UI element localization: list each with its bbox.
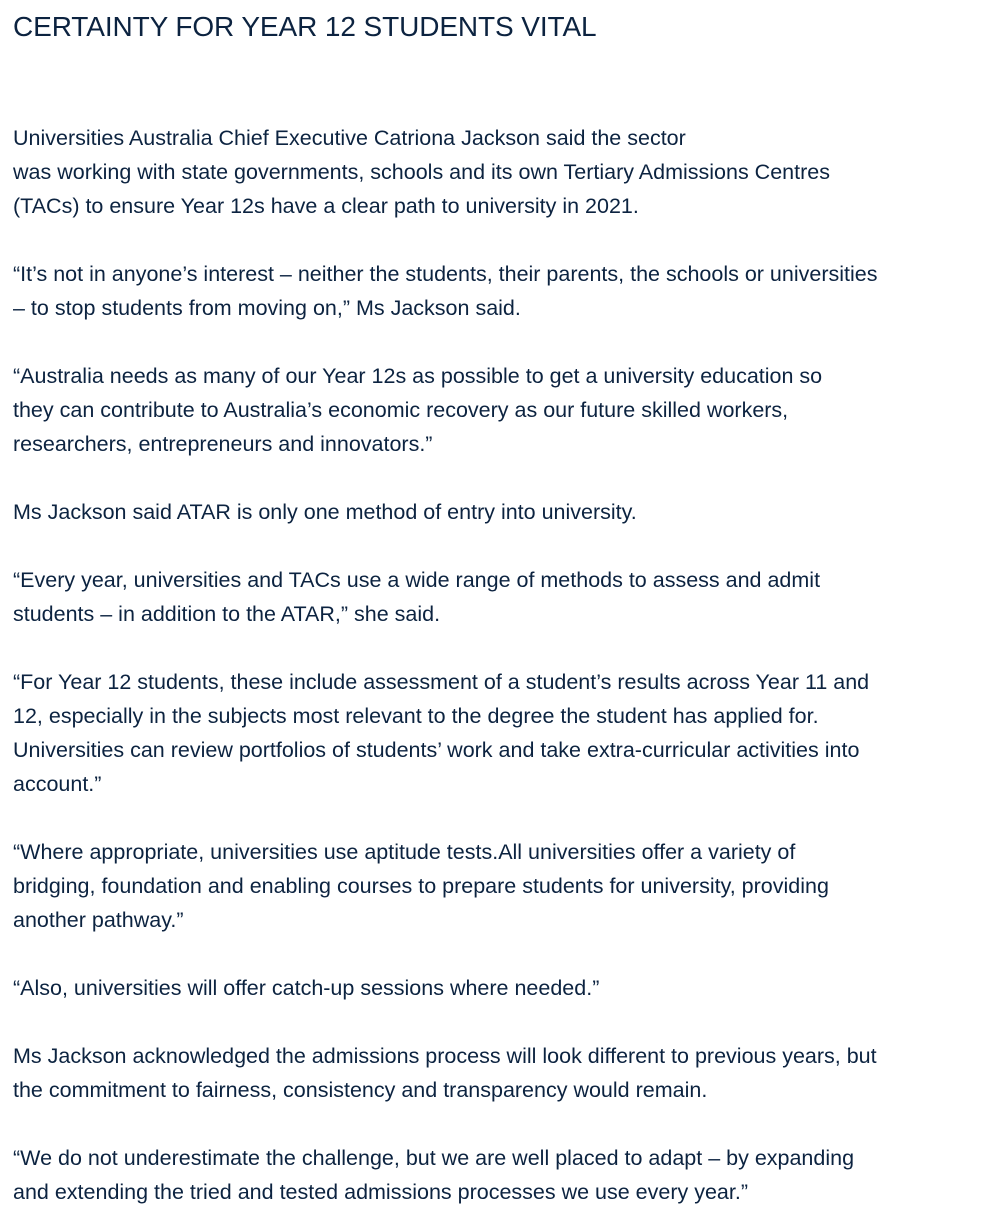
- paragraph-line: they can contribute to Australia’s economic recovery as our future skilled workers,: [13, 398, 789, 422]
- paragraph-line: “Where appropriate, universities use aptitude tests.All universities offer a variety of: [13, 840, 796, 864]
- paragraph-line: Universities can review portfolios of students’ work and take extra-curricular activities into: [13, 738, 860, 762]
- paragraph-line: – to stop students from moving on,” Ms Jackson said.: [13, 296, 521, 320]
- paragraph-line: students – in addition to the ATAR,” she said.: [13, 602, 441, 626]
- paragraph-quote-year-12-assessment: [13, 665, 973, 801]
- paragraph-line: Ms Jackson said ATAR is only one method of entry into university.: [13, 500, 637, 524]
- paragraph-line: and extending the tried and tested admissions processes we use every year.”: [13, 1180, 748, 1204]
- paragraph-intro: [13, 121, 973, 223]
- paragraph-admissions-process: [13, 1039, 973, 1107]
- paragraph-line: another pathway.”: [13, 908, 184, 932]
- paragraph-line: “Every year, universities and TACs use a wide range of methods to assess and admit: [13, 568, 821, 592]
- paragraph-line: Universities Australia Chief Executive Catriona Jackson said the sector: [13, 126, 686, 150]
- headline: CERTAINTY FOR YEAR 12 STUDENTS VITAL: [13, 11, 597, 42]
- paragraph-quote-australia-needs: [13, 359, 973, 461]
- article-body: [13, 121, 973, 1209]
- paragraph-line: “Also, universities will offer catch-up sessions where needed.”: [13, 976, 600, 1000]
- paragraph-line: researchers, entrepreneurs and innovators.”: [13, 432, 433, 456]
- paragraph-line: the commitment to fairness, consistency and transparency would remain.: [13, 1078, 708, 1102]
- paragraph-line: was working with state governments, schools and its own Tertiary Admissions Centres: [13, 160, 830, 184]
- paragraph-atar-method: [13, 495, 973, 529]
- paragraph-line: (TACs) to ensure Year 12s have a clear path to university in 2021.: [13, 194, 639, 218]
- paragraph-line: “It’s not in anyone’s interest – neither the students, their parents, the schools or universities: [13, 262, 878, 286]
- paragraph-line: account.”: [13, 772, 102, 796]
- paragraph-quote-catch-up: [13, 971, 973, 1005]
- paragraph-line: Ms Jackson acknowledged the admissions process will look different to previous years, but: [13, 1044, 877, 1068]
- paragraph-quote-challenge: [13, 1141, 973, 1209]
- paragraph-line: “We do not underestimate the challenge, but we are well placed to adapt – by expanding: [13, 1146, 855, 1170]
- paragraph-line: bridging, foundation and enabling courses to prepare students for university, providing: [13, 874, 829, 898]
- paragraph-quote-every-year: [13, 563, 973, 631]
- paragraph-quote-aptitude-tests: [13, 835, 973, 937]
- paragraph-line: 12, especially in the subjects most relevant to the degree the student has applied for.: [13, 704, 819, 728]
- paragraph-quote-interest: [13, 257, 973, 325]
- paragraph-line: “Australia needs as many of our Year 12s as possible to get a university education so: [13, 364, 823, 388]
- paragraph-line: “For Year 12 students, these include assessment of a student’s results across Year 11 and: [13, 670, 870, 694]
